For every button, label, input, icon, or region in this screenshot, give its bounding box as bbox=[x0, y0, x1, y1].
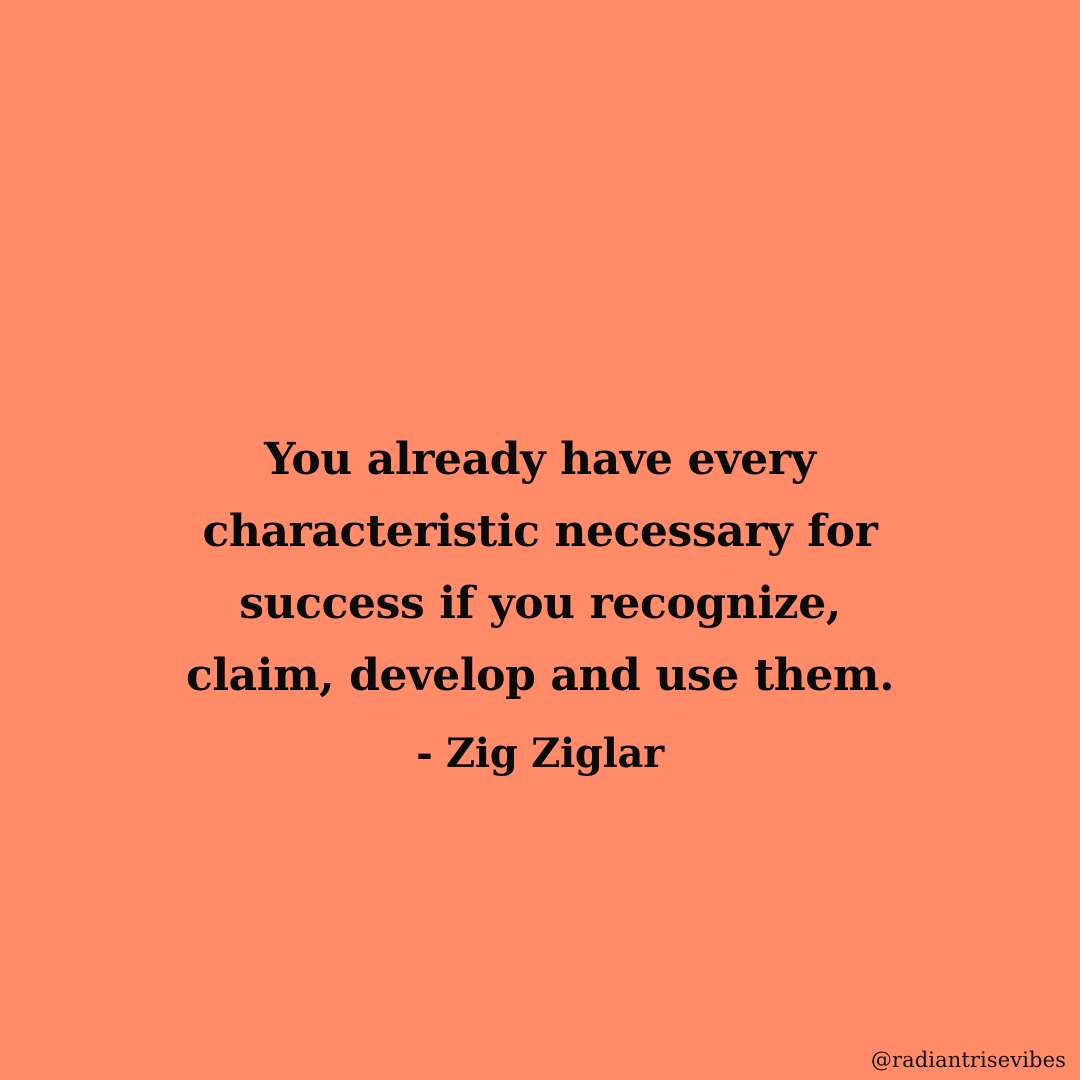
quote-line: claim, develop and use them. bbox=[185, 650, 895, 701]
quote-attribution: - Zig Ziglar bbox=[416, 730, 664, 777]
account-handle: @radiantrisevibes bbox=[870, 1048, 1066, 1072]
quote-line: characteristic necessary for bbox=[202, 506, 878, 557]
quote-block bbox=[0, 424, 1080, 784]
quote-line: You already have every bbox=[264, 434, 816, 485]
quote-line: success if you recognize, bbox=[239, 578, 841, 629]
